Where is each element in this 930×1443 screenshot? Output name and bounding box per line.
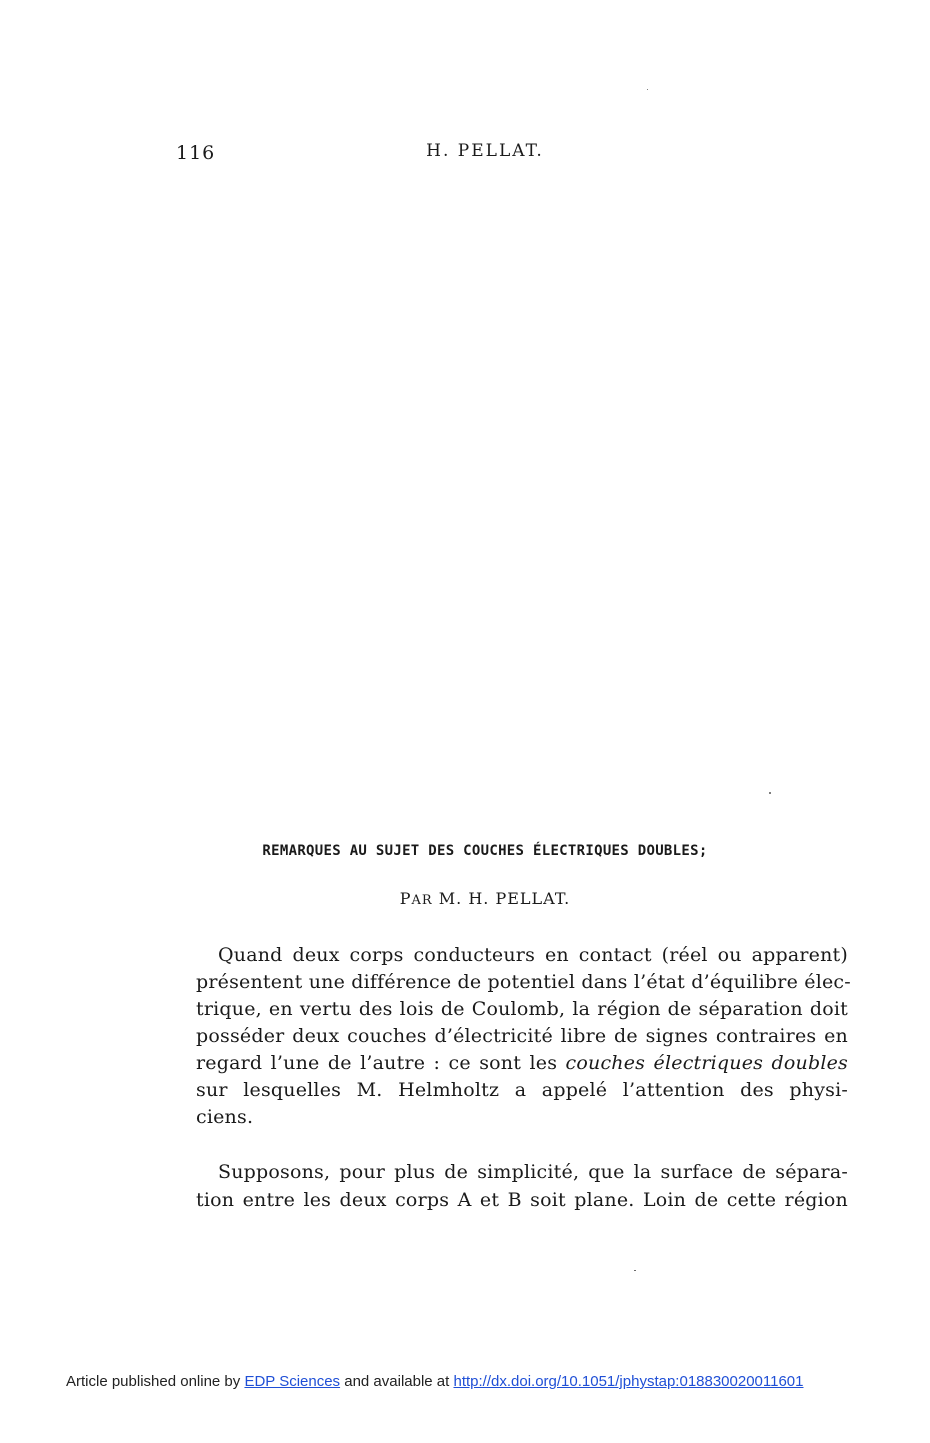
paragraph (196, 942, 851, 1131)
text-line: sur lesquelles M. Helmholtz a appelé l’attention des physi- (196, 1079, 848, 1101)
text-line (196, 1050, 848, 1077)
byline-par-rest: AR (411, 893, 433, 908)
running-head: H. PELLAT. (426, 141, 544, 161)
footer-middle: and available at (340, 1373, 454, 1390)
article-title: REMARQUES AU SUJET DES COUCHES ÉLECTRIQUES DOUBLES; (262, 843, 708, 859)
scan-speck (769, 792, 771, 794)
footer-prefix: Article published online by (66, 1373, 245, 1390)
text-line: Supposons, pour plus de simplicité, que la surface de sépara- (218, 1161, 848, 1183)
text-line: tion entre les deux corps A et B soit plane. Loin de cette région (196, 1189, 848, 1211)
scan-speck (634, 1270, 636, 1271)
text-line: présentent une différence de potentiel dans l’état d’équilibre élec- (196, 971, 851, 993)
byline-author: M. H. PELLAT. (432, 889, 571, 908)
edp-sciences-link[interactable]: EDP Sciences (244, 1373, 341, 1390)
paragraph (196, 1158, 848, 1214)
italic-term: couches électriques doubles (565, 1052, 848, 1074)
byline (0, 889, 930, 908)
text-line: posséder deux couches d’électricité libre de signes contraires en (196, 1025, 848, 1047)
text-line: ciens. (196, 1106, 254, 1128)
text-segment: regard l’une de l’autre : ce sont les (196, 1052, 566, 1074)
text-line: Quand deux corps conducteurs en contact (réel ou apparent) (218, 944, 848, 966)
doi-link[interactable]: http://dx.doi.org/10.1051/jphystap:018830020011601 (453, 1373, 804, 1390)
page-number: 116 (176, 142, 216, 164)
text-line: trique, en vertu des lois de Coulomb, la région de séparation doit (196, 998, 848, 1020)
publication-footer (66, 1373, 804, 1390)
scan-speck (647, 89, 648, 90)
byline-par-initial: P (399, 889, 412, 908)
